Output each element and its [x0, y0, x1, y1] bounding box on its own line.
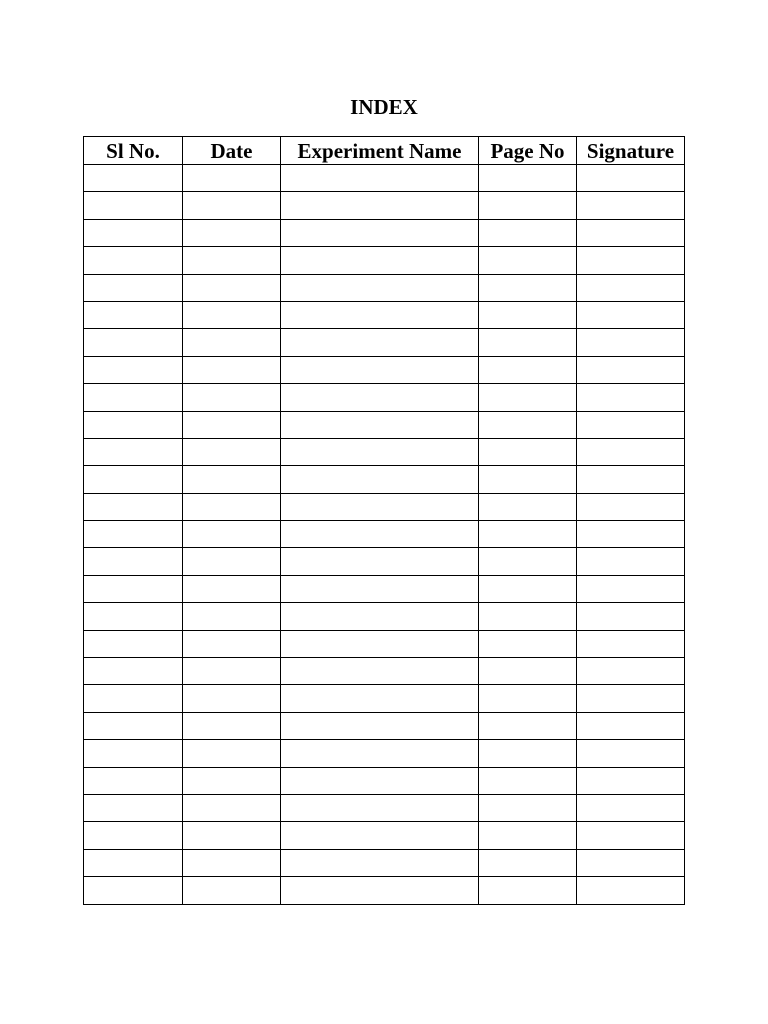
experiment-name-cell	[281, 877, 479, 904]
experiment-name-cell	[281, 192, 479, 219]
date-cell	[183, 740, 281, 767]
page-no-cell	[479, 658, 577, 685]
experiment-name-cell	[281, 384, 479, 411]
signature-cell	[577, 466, 685, 493]
table-row	[84, 877, 685, 904]
page-no-cell	[479, 329, 577, 356]
signature-cell	[577, 192, 685, 219]
sl-no-cell	[84, 712, 183, 739]
sl-no-cell	[84, 165, 183, 192]
table-row	[84, 247, 685, 274]
date-cell	[183, 658, 281, 685]
sl-no-cell	[84, 247, 183, 274]
column-header-sl-no: Sl No.	[84, 137, 183, 165]
table-row	[84, 466, 685, 493]
date-cell	[183, 384, 281, 411]
sl-no-cell	[84, 356, 183, 383]
experiment-name-cell	[281, 794, 479, 821]
table-body	[84, 165, 685, 905]
experiment-name-cell	[281, 767, 479, 794]
signature-cell	[577, 712, 685, 739]
page-no-cell	[479, 438, 577, 465]
sl-no-cell	[84, 521, 183, 548]
experiment-name-cell	[281, 301, 479, 328]
page-no-cell	[479, 849, 577, 876]
sl-no-cell	[84, 411, 183, 438]
date-cell	[183, 247, 281, 274]
sl-no-cell	[84, 685, 183, 712]
experiment-name-cell	[281, 329, 479, 356]
experiment-name-cell	[281, 438, 479, 465]
page-no-cell	[479, 247, 577, 274]
page-no-cell	[479, 740, 577, 767]
date-cell	[183, 411, 281, 438]
experiment-name-cell	[281, 165, 479, 192]
experiment-name-cell	[281, 712, 479, 739]
date-cell	[183, 630, 281, 657]
page-no-cell	[479, 165, 577, 192]
sl-no-cell	[84, 877, 183, 904]
page-no-cell	[479, 192, 577, 219]
sl-no-cell	[84, 329, 183, 356]
page-no-cell	[479, 877, 577, 904]
table-row	[84, 740, 685, 767]
date-cell	[183, 493, 281, 520]
sl-no-cell	[84, 219, 183, 246]
page-no-cell	[479, 822, 577, 849]
experiment-name-cell	[281, 548, 479, 575]
date-cell	[183, 685, 281, 712]
page-no-cell	[479, 521, 577, 548]
page-no-cell	[479, 274, 577, 301]
table-row	[84, 658, 685, 685]
date-cell	[183, 274, 281, 301]
sl-no-cell	[84, 438, 183, 465]
sl-no-cell	[84, 767, 183, 794]
index-table	[83, 136, 685, 905]
signature-cell	[577, 685, 685, 712]
signature-cell	[577, 219, 685, 246]
signature-cell	[577, 822, 685, 849]
signature-cell	[577, 329, 685, 356]
sl-no-cell	[84, 493, 183, 520]
page-no-cell	[479, 411, 577, 438]
date-cell	[183, 301, 281, 328]
page-no-cell	[479, 712, 577, 739]
page-no-cell	[479, 603, 577, 630]
table-row	[84, 575, 685, 602]
page-title: INDEX	[350, 95, 418, 119]
signature-cell	[577, 877, 685, 904]
date-cell	[183, 521, 281, 548]
table-row	[84, 411, 685, 438]
sl-no-cell	[84, 548, 183, 575]
table-row	[84, 356, 685, 383]
sl-no-cell	[84, 466, 183, 493]
sl-no-cell	[84, 192, 183, 219]
signature-cell	[577, 740, 685, 767]
table-row	[84, 548, 685, 575]
experiment-name-cell	[281, 219, 479, 246]
page-no-cell	[479, 356, 577, 383]
table-row	[84, 794, 685, 821]
experiment-name-cell	[281, 658, 479, 685]
experiment-name-cell	[281, 466, 479, 493]
signature-cell	[577, 849, 685, 876]
sl-no-cell	[84, 740, 183, 767]
table-row	[84, 521, 685, 548]
table-row	[84, 767, 685, 794]
experiment-name-cell	[281, 740, 479, 767]
signature-cell	[577, 603, 685, 630]
signature-cell	[577, 165, 685, 192]
signature-cell	[577, 301, 685, 328]
experiment-name-cell	[281, 274, 479, 301]
page-no-cell	[479, 575, 577, 602]
table-row	[84, 274, 685, 301]
date-cell	[183, 466, 281, 493]
signature-cell	[577, 493, 685, 520]
experiment-name-cell	[281, 849, 479, 876]
date-cell	[183, 219, 281, 246]
date-cell	[183, 356, 281, 383]
sl-no-cell	[84, 822, 183, 849]
experiment-name-cell	[281, 630, 479, 657]
table-row	[84, 301, 685, 328]
experiment-name-cell	[281, 493, 479, 520]
table-row	[84, 630, 685, 657]
table-row	[84, 219, 685, 246]
table-row	[84, 438, 685, 465]
experiment-name-cell	[281, 247, 479, 274]
signature-cell	[577, 411, 685, 438]
sl-no-cell	[84, 794, 183, 821]
signature-cell	[577, 658, 685, 685]
table-row	[84, 685, 685, 712]
sl-no-cell	[84, 274, 183, 301]
page-no-cell	[479, 493, 577, 520]
table-header-row	[84, 137, 685, 165]
experiment-name-cell	[281, 822, 479, 849]
table-row	[84, 493, 685, 520]
experiment-name-cell	[281, 521, 479, 548]
date-cell	[183, 192, 281, 219]
signature-cell	[577, 794, 685, 821]
column-header-experiment-name: Experiment Name	[281, 137, 479, 165]
date-cell	[183, 575, 281, 602]
date-cell	[183, 794, 281, 821]
date-cell	[183, 165, 281, 192]
table-row	[84, 384, 685, 411]
signature-cell	[577, 356, 685, 383]
column-header-signature: Signature	[577, 137, 685, 165]
signature-cell	[577, 247, 685, 274]
experiment-name-cell	[281, 685, 479, 712]
experiment-name-cell	[281, 356, 479, 383]
signature-cell	[577, 767, 685, 794]
sl-no-cell	[84, 384, 183, 411]
date-cell	[183, 712, 281, 739]
signature-cell	[577, 575, 685, 602]
experiment-name-cell	[281, 575, 479, 602]
date-cell	[183, 438, 281, 465]
date-cell	[183, 603, 281, 630]
page-no-cell	[479, 685, 577, 712]
date-cell	[183, 822, 281, 849]
sl-no-cell	[84, 849, 183, 876]
signature-cell	[577, 630, 685, 657]
sl-no-cell	[84, 630, 183, 657]
date-cell	[183, 548, 281, 575]
table-row	[84, 849, 685, 876]
page-no-cell	[479, 219, 577, 246]
table-row	[84, 603, 685, 630]
sl-no-cell	[84, 658, 183, 685]
page-no-cell	[479, 466, 577, 493]
signature-cell	[577, 521, 685, 548]
table-row	[84, 192, 685, 219]
table-row	[84, 712, 685, 739]
signature-cell	[577, 384, 685, 411]
date-cell	[183, 329, 281, 356]
column-header-date: Date	[183, 137, 281, 165]
page-no-cell	[479, 548, 577, 575]
date-cell	[183, 877, 281, 904]
sl-no-cell	[84, 575, 183, 602]
page-no-cell	[479, 301, 577, 328]
experiment-name-cell	[281, 411, 479, 438]
page-no-cell	[479, 794, 577, 821]
column-header-page-no: Page No	[479, 137, 577, 165]
date-cell	[183, 849, 281, 876]
signature-cell	[577, 274, 685, 301]
signature-cell	[577, 438, 685, 465]
page-no-cell	[479, 384, 577, 411]
page-no-cell	[479, 767, 577, 794]
date-cell	[183, 767, 281, 794]
table-row	[84, 822, 685, 849]
sl-no-cell	[84, 603, 183, 630]
signature-cell	[577, 548, 685, 575]
sl-no-cell	[84, 301, 183, 328]
table-row	[84, 329, 685, 356]
experiment-name-cell	[281, 603, 479, 630]
table-row	[84, 165, 685, 192]
page-no-cell	[479, 630, 577, 657]
